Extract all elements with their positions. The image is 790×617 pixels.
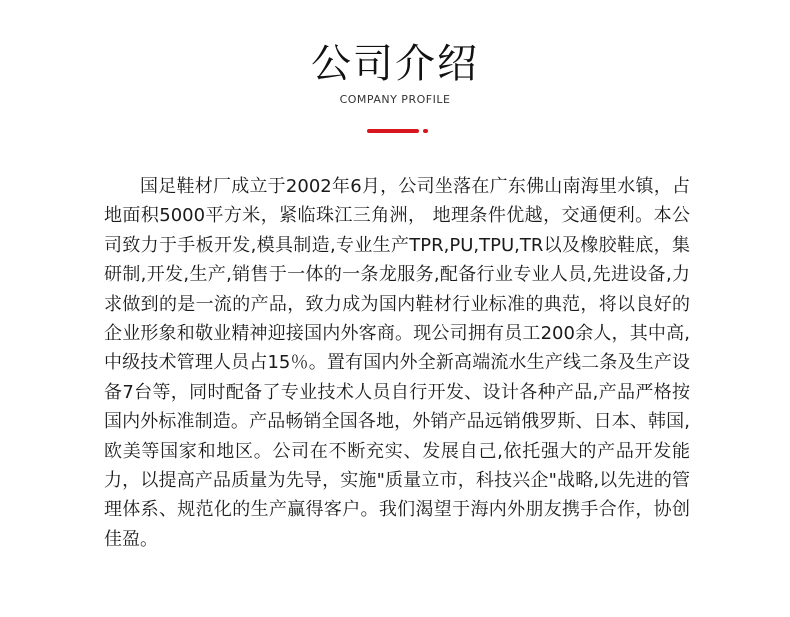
- page-subtitle: COMPANY PROFILE: [339, 93, 451, 106]
- company-description: 国足鞋材厂成立于2002年6月，公司坐落在广东佛山南海里水镇，占地面积5000平方米，紧临珠江三角洲， 地理条件优越，交通便利。本公司致力于手板开发,模具制造,专业生产TPR,PU,TPU,TR以及橡胶鞋底，集研制,开发,生产,销售于一体的一条龙服务,配备行业专业人员,先进设备,力求做到的是一流的产品，致力成为国内鞋材行业标准的典范，将以良好的企业形象和敬业精神迎接国内外客商。现公司拥有员工200余人，其中高,中级技术管理人员占15％。置有国内外全新高端流水生产线二条及生产设备7台等，同时配备了专业技术人员自行开发、设计各种产品,产品严格按国内外标准制造。产品畅销全国各地，外销产品远销俄罗斯、日本、韩国,欧美等国家和地区。公司在不断充实、发展自己,依托强大的产品开发能力，以提高产品质量为先导，实施"质量立市，科技兴企"战略,以先进的管理体系、规范化的生产赢得客户。我们渴望于海内外朋友携手合作，协创佳盈。: [104, 176, 690, 550]
- divider-bar: [367, 129, 419, 133]
- page-title: 公司介绍: [311, 41, 479, 87]
- page-header: [0, 0, 790, 140]
- divider-dot: [423, 129, 428, 133]
- title-divider: [0, 127, 790, 133]
